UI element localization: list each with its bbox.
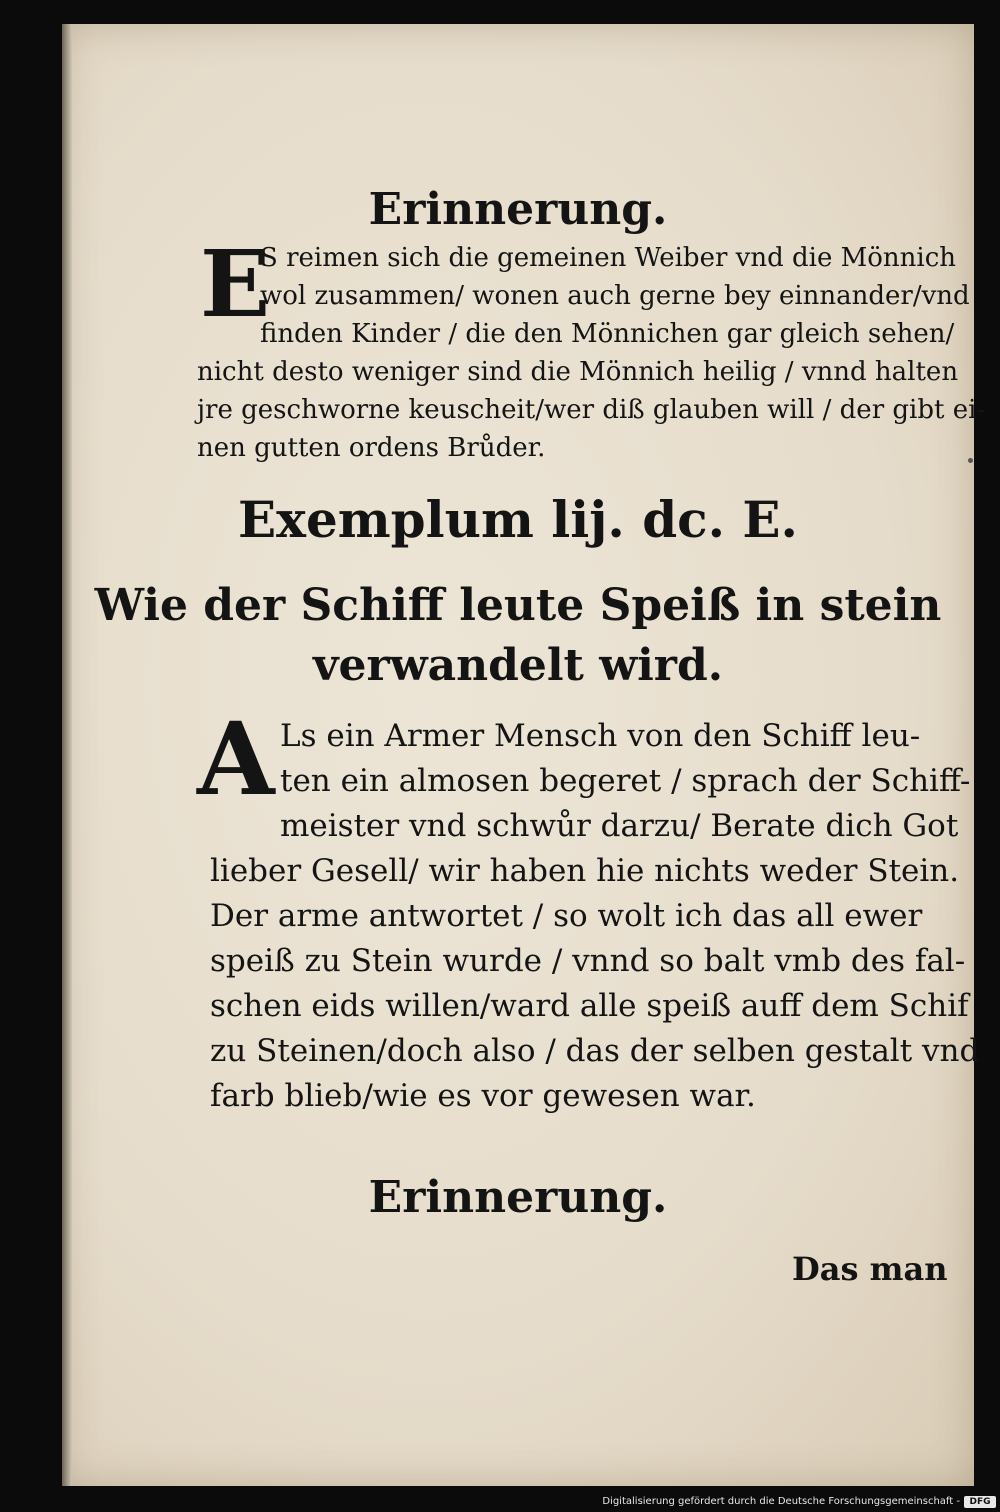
paragraph-1-continued	[197, 353, 985, 467]
paragraph-1-line: nen gutten ordens Brůder.	[197, 433, 546, 463]
paper-speck	[968, 458, 973, 463]
paragraph-2-line-3	[280, 804, 958, 849]
paragraph-1-line: S reimen sich die gemeinen Weiber vnd die Mönnich	[260, 243, 956, 273]
heading-erinnerung-2: Erinnerung.	[368, 1172, 668, 1223]
paragraph-2-line: ten ein almosen begeret / sprach der Schiff-	[280, 763, 971, 799]
paragraph-2-line: Der arme antwortet / so wolt ich das all ewer	[210, 898, 923, 934]
dropcap-e: E	[200, 230, 271, 338]
paragraph-1-line: wol zusammen/ wonen auch gerne bey einnander/vnd	[260, 281, 970, 311]
paragraph-2-line: schen eids willen/ward alle speiß auff dem Schif	[210, 988, 969, 1024]
paragraph-1-line: jre geschworne keuscheit/wer diß glauben will / der gibt ei-	[197, 395, 986, 425]
heading-exemplum: Exemplum lij. dc. E.	[238, 490, 798, 549]
dfg-logo: DFG	[964, 1496, 996, 1508]
paragraph-1	[260, 239, 970, 353]
heading-title-line: verwandelt wird.	[312, 640, 724, 691]
paragraph-2-line: zu Steinen/doch also / das der selben gestalt vnd	[210, 1033, 980, 1069]
paragraph-1-line: finden Kinder / die den Mönnichen gar gleich sehen/	[260, 319, 955, 349]
paragraph-2-line: farb blieb/wie es vor gewesen war.	[210, 1078, 756, 1114]
heading-erinnerung-1: Erinnerung.	[368, 184, 668, 235]
paragraph-2-line: lieber Gesell/ wir haben hie nichts weder Stein.	[210, 853, 960, 889]
paragraph-2-continued	[210, 849, 979, 1119]
dropcap-a: A	[197, 700, 275, 818]
paragraph-2-line: speiß zu Stein wurde / vnnd so balt vmb des fal-	[210, 943, 966, 979]
paragraph-2	[280, 714, 970, 804]
footer-credit: Digitalisierung gefördert durch die Deutsche Forschungsgemeinschaft -	[602, 1496, 960, 1507]
catchword: Das man	[792, 1250, 948, 1288]
page-binding-edge	[62, 24, 72, 1486]
heading-title	[62, 576, 974, 696]
book-page	[62, 24, 986, 1486]
paragraph-2-line: Ls ein Armer Mensch von den Schiff leu-	[280, 718, 921, 754]
paragraph-2-line: meister vnd schwůr darzu/ Berate dich Got	[280, 808, 959, 844]
heading-title-line: Wie der Schiff leute Speiß in stein	[94, 580, 942, 631]
paragraph-1-line: nicht desto weniger sind die Mönnich heilig / vnnd halten	[197, 357, 959, 387]
